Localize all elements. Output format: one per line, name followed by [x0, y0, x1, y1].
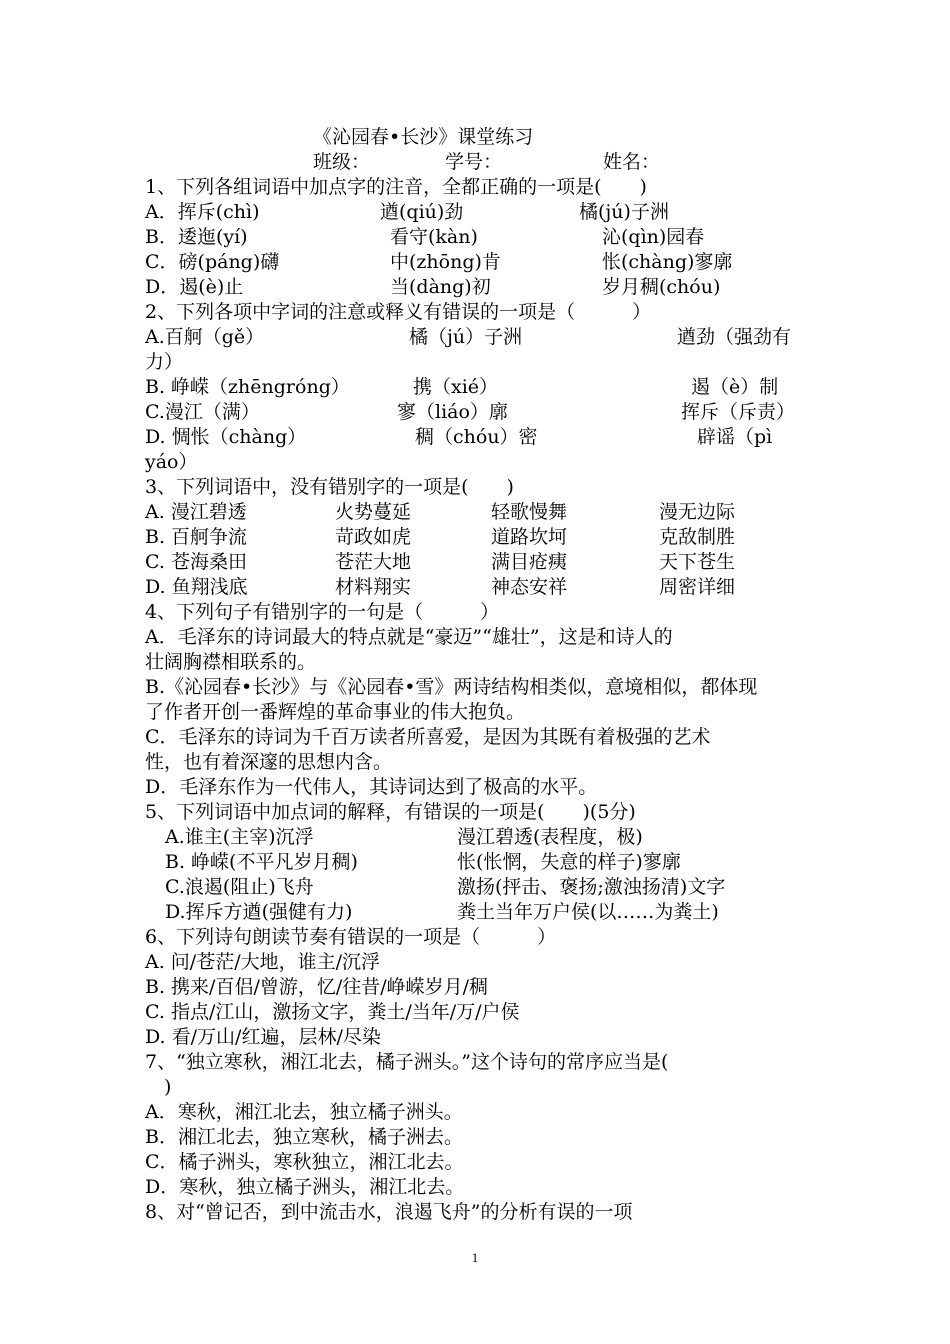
q7-option-d: D．寒秋，独立橘子洲头，湘江北去。 — [145, 1176, 465, 1198]
q6-option-d: D. 看/万山/红遍，层林/尽染 — [145, 1026, 381, 1048]
page-title: 《沁园春•长沙》课堂练习 — [313, 126, 534, 148]
q6-option-a: A. 问/苍茫/大地，谁主/沉浮 — [145, 951, 381, 973]
q4-option-d: D．毛泽东作为一代伟人，其诗词达到了极高的水平。 — [145, 776, 598, 798]
q4-option-a-continued: 壮阔胸襟相联系的。 — [145, 651, 317, 673]
q6-stem: 6、下列诗句朗读节奏有错误的一项是（ ） — [145, 926, 557, 948]
q4-option-b: B.《沁园春•长沙》与《沁园春•雪》两诗结构相类似，意境相似，都体现 — [145, 676, 758, 698]
q7-option-c: C．橘子洲头，寒秋独立，湘江北去。 — [145, 1151, 464, 1173]
q2-option-d-continued: yáo） — [145, 451, 198, 473]
q2-option-a-continued: 力） — [145, 351, 184, 373]
q4-option-c: C．毛泽东的诗词为千百万读者所喜爱，是因为其既有着极强的艺术 — [145, 726, 711, 748]
q1-stem: 1、下列各组词语中加点字的注音，全都正确的一项是( ) — [145, 176, 647, 198]
page-number: 1 — [471, 1250, 479, 1265]
class-label: 班级： — [313, 151, 371, 173]
q7-stem: 7、“独立寒秋，湘江北去，橘子洲头。”这个诗句的常序应当是( — [145, 1051, 669, 1073]
q7-option-a: A．寒秋，湘江北去，独立橘子洲头。 — [145, 1101, 463, 1123]
q4-option-b-continued: 了作者开创一番辉煌的革命事业的伟大抱负。 — [145, 701, 526, 723]
q7-stem-continued: ) — [145, 1076, 172, 1098]
q4-stem: 4、下列句子有错别字的一句是（ ） — [145, 601, 500, 623]
q6-option-b: B. 携来/百侣/曾游，忆/往昔/峥嵘岁月/稠 — [145, 976, 489, 998]
q4-option-a: A．毛泽东的诗词最大的特点就是“豪迈”“雄壮”，这是和诗人的 — [145, 626, 673, 648]
q5-stem: 5、下列词语中加点词的解释，有错误的一项是( )(5分) — [145, 801, 636, 823]
document-page: 《沁园春•长沙》课堂练习 班级： 学号： 姓名： 1、下列各组词语中加点字的注音，全都正确的一项是( ) A．挥斥(chì) 遒(qiú)劲 橘(jú)子洲 B．逶迤(yí) 看守(kàn) 沁(qìn)园春 C．磅(páng)礴 中(zhōng)肯 怅(chàng)寥廓 D．遏(è)止 当(dàng)初 岁月稠(chóu) 2、下列各项中字词的注意或释义有错误的一项是（ ） A.百舸（gě） 橘（jú）子洲 遒劲（强劲有 力） B. 峥嵘（zhēngróng） 携（xié） 遏（è）制 C.漫江（满） 寥（liáo）廓 挥斥（斥责） D. 惆怅（chàng） 稠（chóu）密 辟谣（pì yáo） 3、下列词语中，没有错别字的一项是( ) A. 漫江碧透 火势蔓延 轻歌慢舞 漫无边际 B. 百舸争流 苛政如虎 道路坎坷 克敌制胜 C. 苍海桑田 苍茫大地 满目疮痍 天下苍生 D. 鱼翔浅底 材料翔实 神态安祥 周密详细 4、下列句子有错别字的一句是（ ） A．毛泽东的诗词最大的特点就是“豪迈”“雄壮”，这是和诗人的 壮阔胸襟相联系的。 B.《沁园春•长沙》与《沁园春•雪》两诗结构相类似，意境相似，都体现 了作者开创一番辉煌的革命事业的伟大抱负。 C．毛泽东的诗词为千百万读者所喜爱，是因为其既有着极强的艺术 性，也有着深邃的思想内含。 D．毛泽东作为一代伟人，其诗词达到了极高的水平。 5、下列词语中加点词的解释，有错误的一项是( )(5分) A.谁主(主宰)沉浮 漫江碧透(表程度，极) B. 峥嵘(不平凡岁月稠) 怅(怅惘，失意的样子)寥廓 C.浪遏(阻止)飞舟 激扬(抨击、褒扬;激浊扬清)文字 D.挥斥方遒(强健有力) 粪土当年万户侯(以……为粪土) 6、下列诗句朗读节奏有错误的一项是（ ） A. 问/苍茫/大地，谁主/沉浮 B. 携来/百侣/曾游，忆/往昔/峥嵘岁月/稠 C. 指点/江山，激扬文字，粪土/当年/万/户侯 D. 看/万山/红遍，层林/尽染 7、“独立寒秋，湘江北去，橘子洲头。”这个诗句的常序应当是( ) A．寒秋，湘江北去，独立橘子洲头。 B．湘江北去，独立寒秋，橘子洲去。 C．橘子洲头，寒秋独立，湘江北去。 D．寒秋，独立橘子洲头，湘江北去。 8、对“曾记否，到中流击水，浪遏飞舟”的分析有误的一项 1 — [0, 0, 950, 1344]
q7-option-b: B．湘江北去，独立寒秋，橘子洲去。 — [145, 1126, 463, 1148]
q8-stem: 8、对“曾记否，到中流击水，浪遏飞舟”的分析有误的一项 — [145, 1201, 633, 1223]
q4-option-c-continued: 性，也有着深邃的思想内含。 — [145, 751, 393, 773]
q3-stem: 3、下列词语中，没有错别字的一项是( ) — [145, 476, 514, 498]
student-id-label: 学号： — [445, 151, 503, 173]
name-label: 姓名： — [603, 151, 661, 173]
q2-stem: 2、下列各项中字词的注意或释义有错误的一项是（ ） — [145, 301, 652, 323]
q6-option-c: C. 指点/江山，激扬文字，粪土/当年/万/户侯 — [145, 1001, 520, 1023]
